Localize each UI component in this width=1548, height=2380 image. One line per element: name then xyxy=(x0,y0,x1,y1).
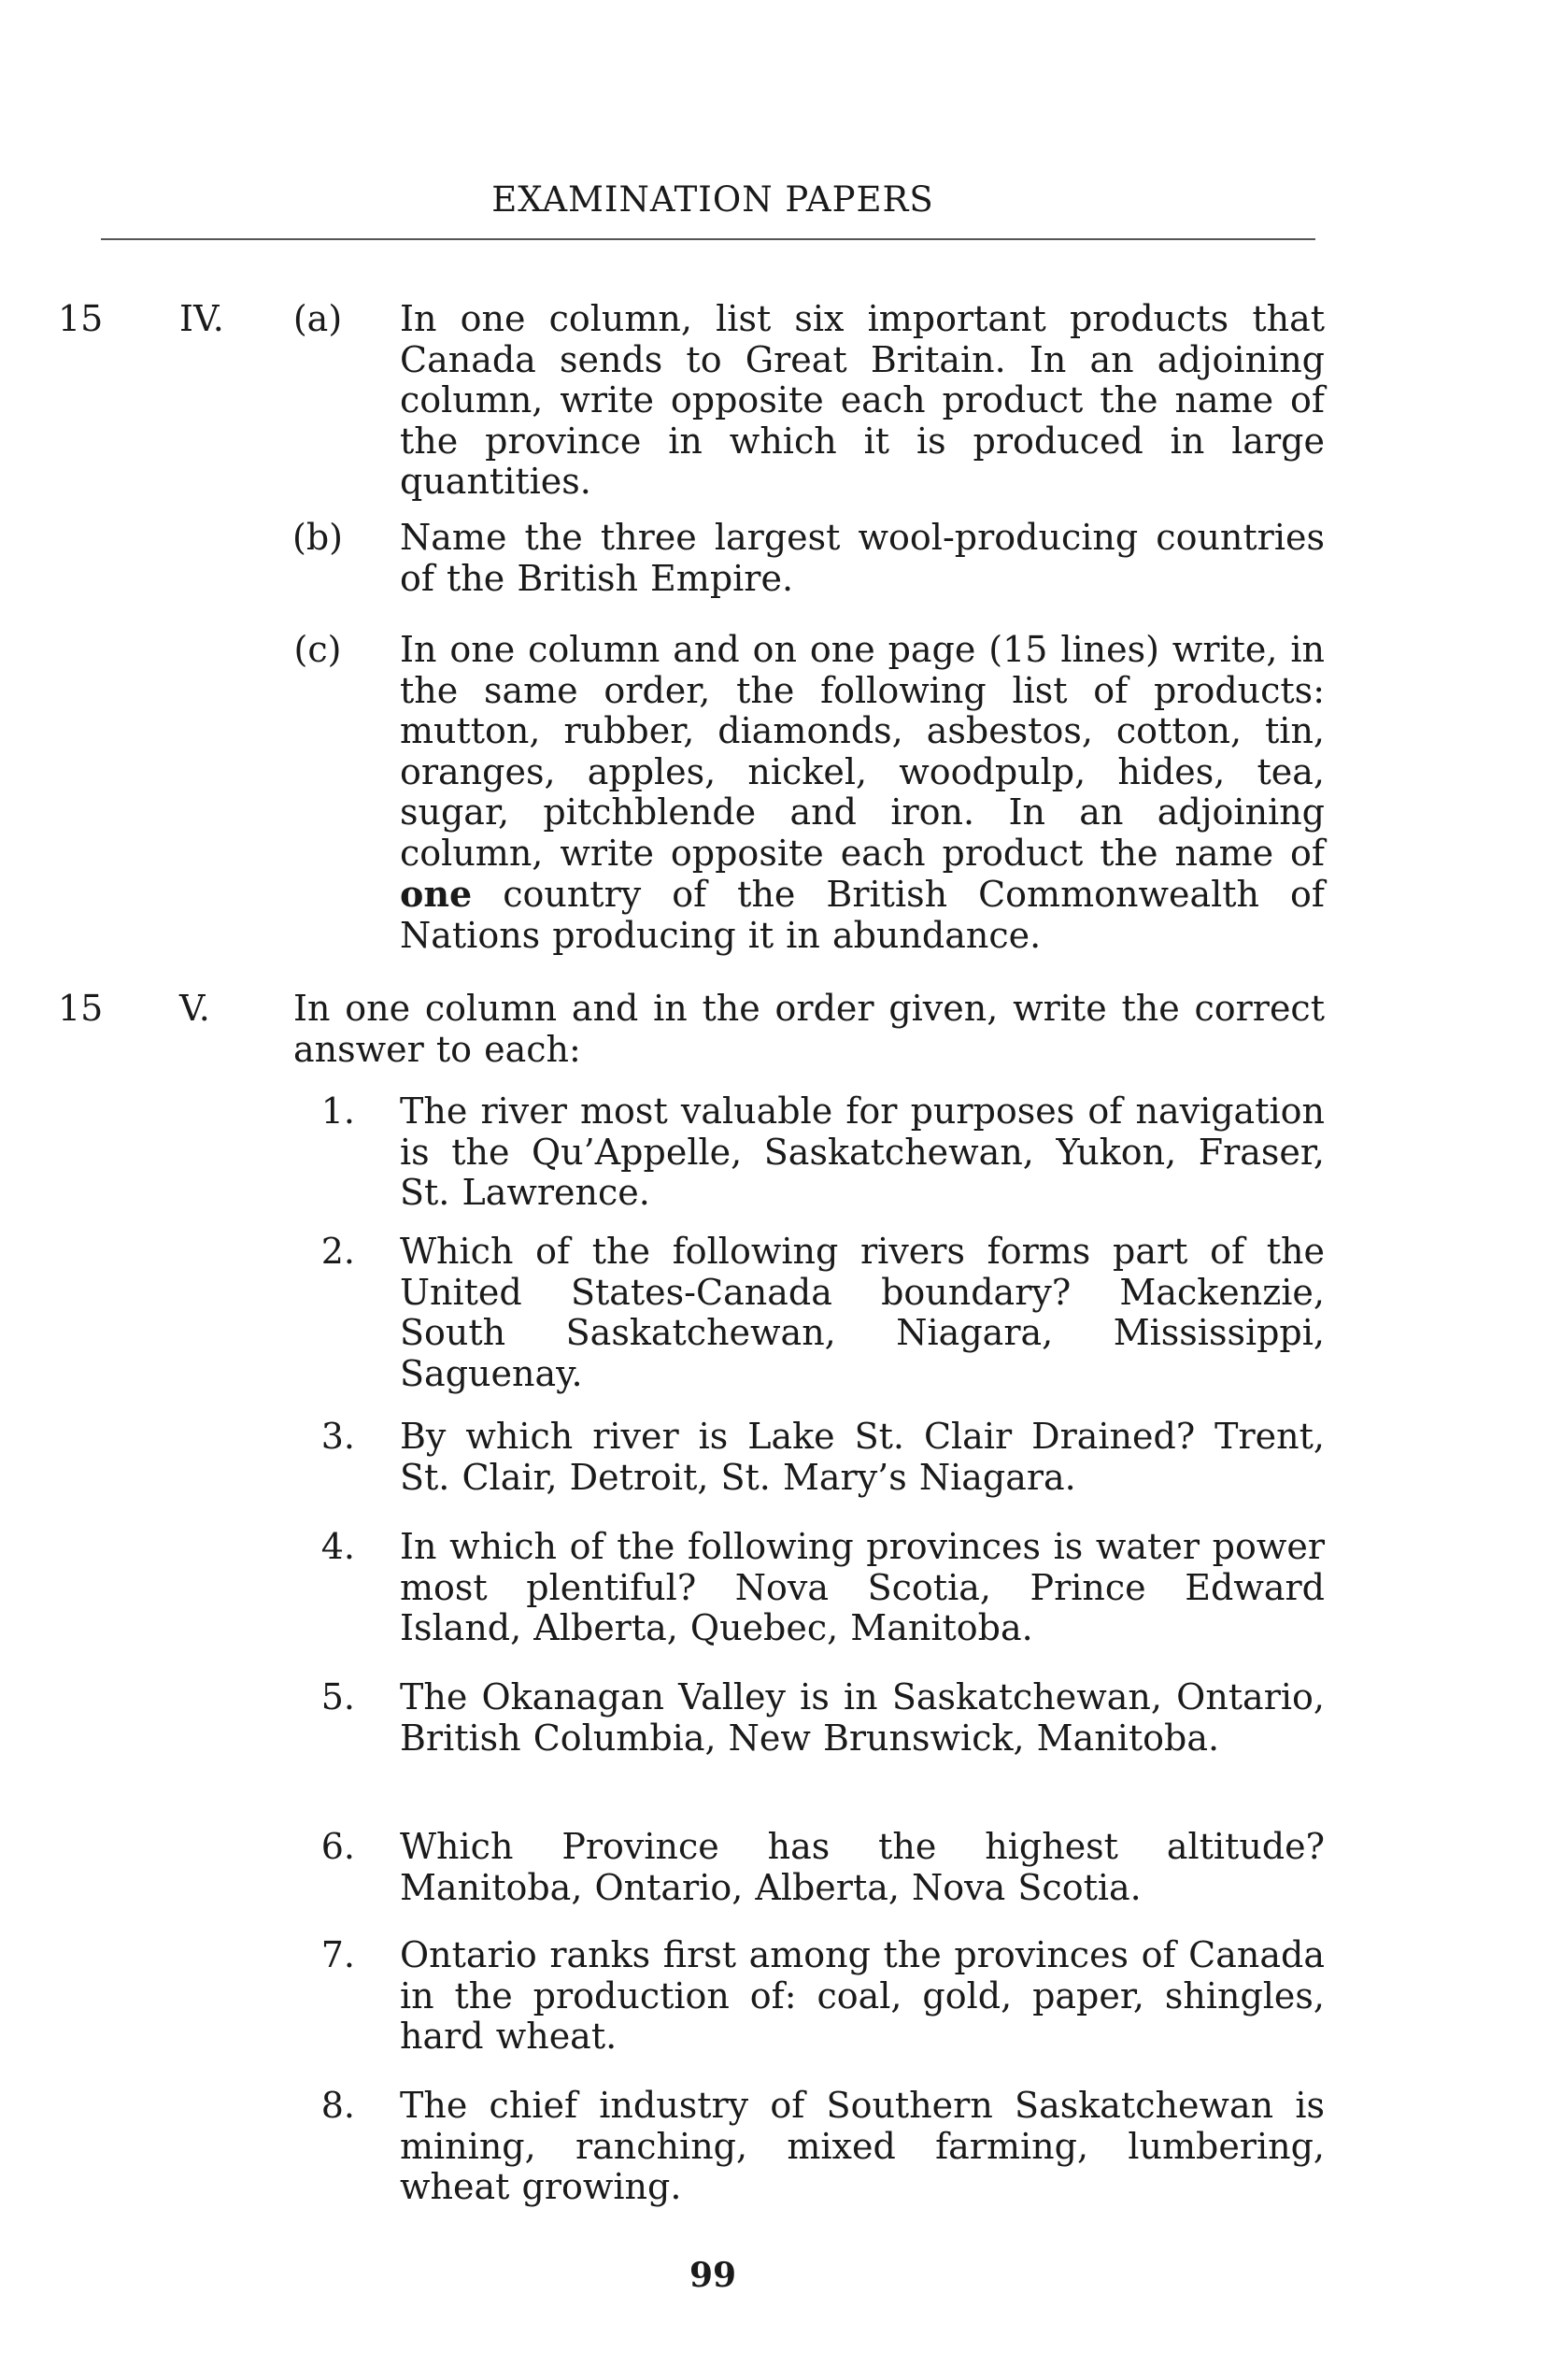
item-2-number: 2. xyxy=(320,1231,355,1272)
item-7-number: 7. xyxy=(320,1934,355,1975)
part-a-text: In one column, list six important products that Canada sends to Great Britain. In an adjoining column, write opposite each product the name of the province in which it is produced in large quantities. xyxy=(400,298,1325,502)
item-5-number: 5. xyxy=(320,1676,355,1717)
part-c-label: (c) xyxy=(293,629,342,670)
part-a-label: (a) xyxy=(292,298,343,339)
item-4-number: 4. xyxy=(320,1526,355,1567)
part-c-text-before: In one column and on one page (15 lines) write, in the same order, the following list of products: mutton, rubber, diamonds, asbestos, cotton, tin, oranges, apples, nickel, woodpulp, hides, tea, sugar, pitchblende and iron. In an adjoining column, write opposite each product the name of xyxy=(400,629,1325,874)
item-2-text: Which of the following rivers forms part of the United States-Canada boundary? Mackenzie, South Saskatchewan, Niagara, Mississippi, Saguenay. xyxy=(400,1231,1325,1394)
question-iv-marks: 15 xyxy=(58,298,104,339)
part-c-text-bold: one xyxy=(400,873,473,915)
item-1-number: 1. xyxy=(320,1090,355,1132)
item-5-text: The Okanagan Valley is in Saskatchewan, Ontario, British Columbia, New Brunswick, Manitoba. xyxy=(400,1676,1325,1759)
item-6-number: 6. xyxy=(320,1826,355,1867)
part-b-text: Name the three largest wool-producing countries of the British Empire. xyxy=(400,517,1325,599)
header-rule xyxy=(101,238,1315,240)
item-1-text: The river most valuable for purposes of navigation is the Qu’Appelle, Saskatchewan, Yukon, Fraser, St. Lawrence. xyxy=(400,1090,1325,1213)
page-header: EXAMINATION PAPERS xyxy=(491,179,934,220)
item-8-text: The chief industry of Southern Saskatchewan is mining, ranching, mixed farming, lumbering, wheat growing. xyxy=(400,2085,1325,2207)
part-b-label: (b) xyxy=(292,517,343,558)
question-v-number: V. xyxy=(179,988,210,1029)
item-4-text: In which of the following provinces is water power most plentiful? Nova Scotia, Prince Edward Island, Alberta, Quebec, Manitoba. xyxy=(400,1526,1325,1648)
part-c-text-after: country of the British Commonwealth of Nations producing it in abundance. xyxy=(400,874,1325,956)
item-8-number: 8. xyxy=(320,2085,355,2126)
question-v-marks: 15 xyxy=(58,988,104,1029)
page-number: 99 xyxy=(689,2256,737,2295)
item-3-number: 3. xyxy=(320,1416,355,1457)
question-v-intro: In one column and in the order given, write the correct answer to each: xyxy=(293,988,1325,1070)
question-iv-number: IV. xyxy=(179,298,224,339)
item-6-text: Which Province has the highest altitude? Manitoba, Ontario, Alberta, Nova Scotia. xyxy=(400,1826,1325,1908)
item-3-text: By which river is Lake St. Clair Drained? Trent, St. Clair, Detroit, St. Mary’s Niagara. xyxy=(400,1416,1325,1498)
item-7-text: Ontario ranks first among the provinces of Canada in the production of: coal, gold, paper, shingles, hard wheat. xyxy=(400,1934,1325,2057)
part-c-text xyxy=(400,630,1325,956)
